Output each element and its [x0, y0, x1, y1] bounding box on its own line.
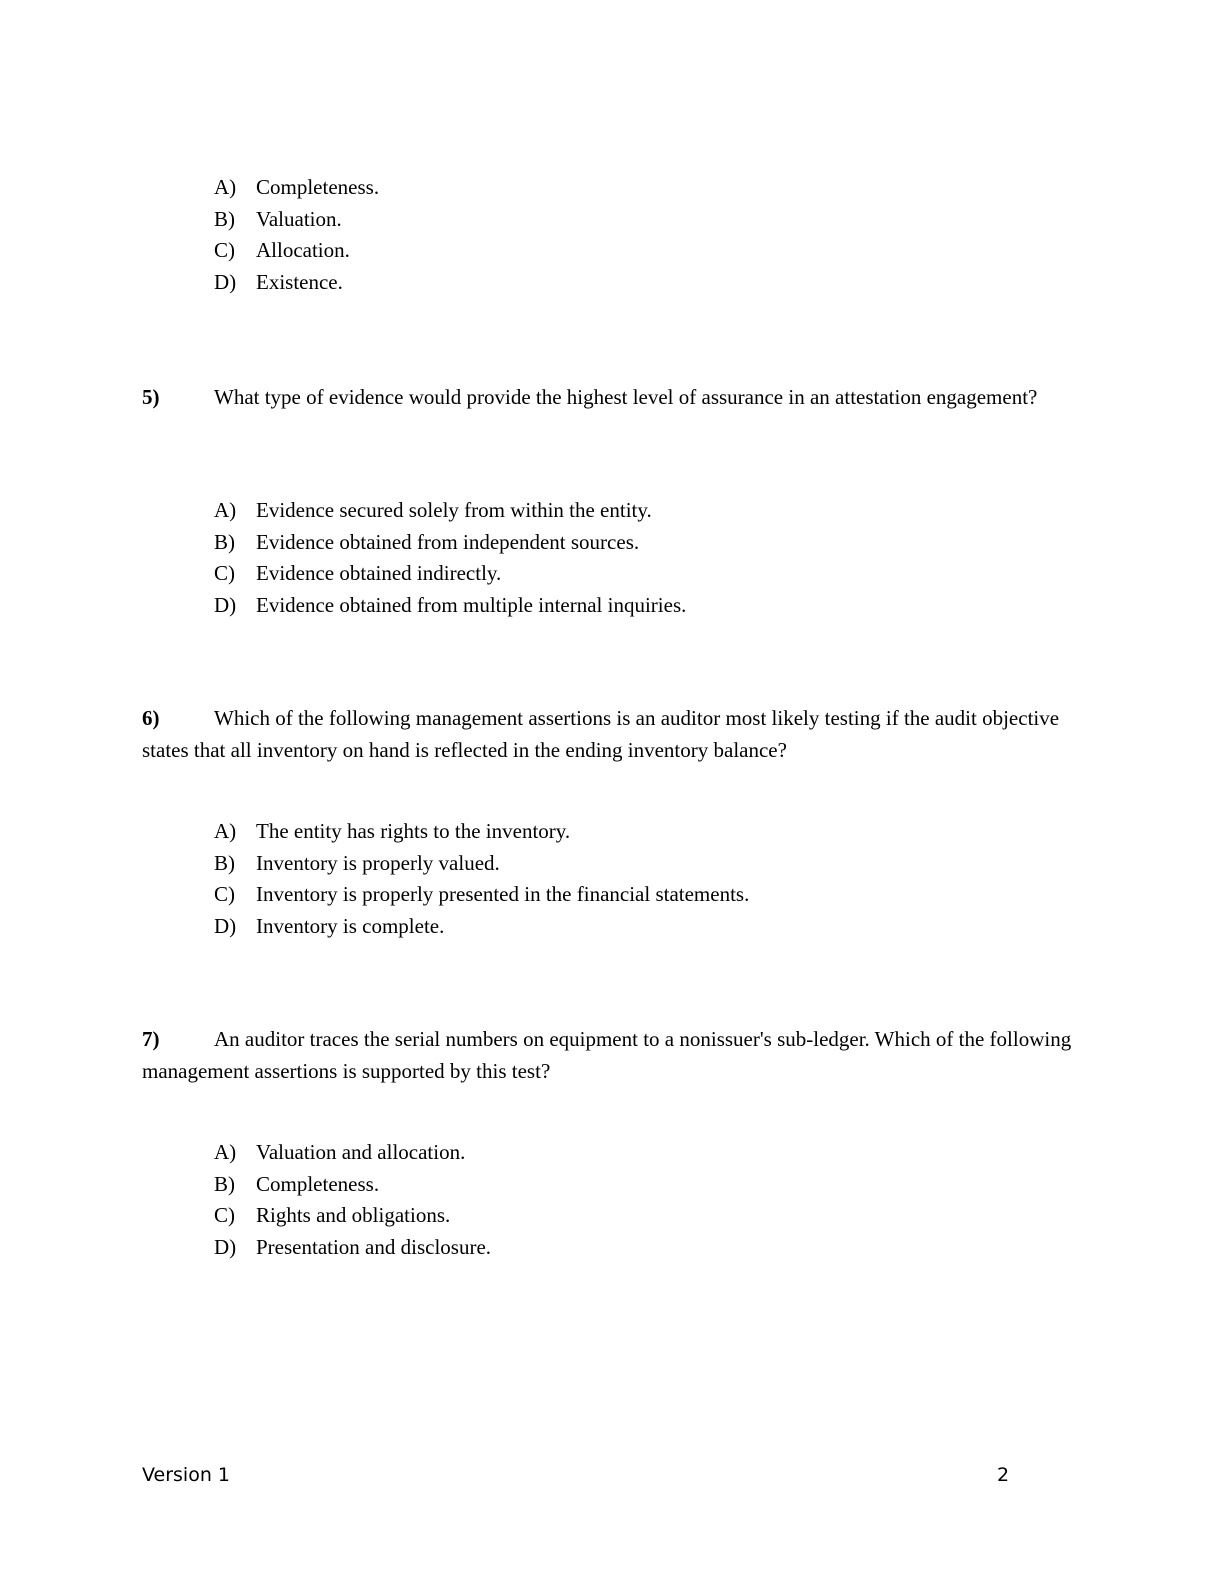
footer-page-number: 2 — [997, 1464, 1010, 1486]
choice-text: Presentation and disclosure. — [256, 1234, 492, 1259]
q4-choices — [214, 172, 379, 298]
choice-letter: C) — [214, 238, 235, 262]
choice-letter: D) — [214, 592, 237, 617]
q4-choice-d — [214, 267, 379, 299]
question-number: 7) — [142, 1027, 160, 1051]
q6-choice-a — [214, 816, 749, 848]
choice-letter: D) — [214, 269, 237, 294]
choice-letter: C) — [214, 561, 235, 585]
q6-choices — [214, 816, 749, 942]
q6-choice-c — [214, 879, 749, 911]
choice-letter: A) — [214, 498, 237, 522]
choice-text: Evidence obtained indirectly. — [256, 561, 502, 585]
choice-text: Evidence obtained from multiple internal inquiries. — [256, 592, 687, 617]
question-number: 5) — [142, 385, 160, 409]
choice-letter: C) — [214, 1203, 235, 1227]
question-text: What type of evidence would provide the highest level of assurance in an attestation engagement? — [214, 385, 1038, 409]
choice-text: Allocation. — [256, 238, 350, 262]
choice-letter: D) — [214, 1234, 237, 1259]
choice-text: Evidence obtained from independent sources. — [256, 529, 640, 554]
choice-text: Rights and obligations. — [256, 1203, 451, 1227]
question-number: 6) — [142, 706, 160, 730]
q4-choice-c — [214, 235, 379, 267]
choice-letter: B) — [214, 1171, 235, 1196]
q5-choice-c — [214, 558, 686, 590]
choice-letter: A) — [214, 175, 237, 199]
question-7 — [142, 1023, 1072, 1087]
q7-choices — [214, 1137, 491, 1263]
choice-text: Valuation. — [256, 206, 342, 231]
choice-letter: A) — [214, 819, 237, 843]
q7-choice-c — [214, 1200, 491, 1232]
choice-text: Evidence secured solely from within the entity. — [256, 498, 652, 522]
choice-text: Inventory is complete. — [256, 913, 445, 938]
question-text: An auditor traces the serial numbers on equipment to a nonissuer's sub-ledger. Which of the following management assertions is supported by this test? — [142, 1027, 1072, 1083]
choice-letter: B) — [214, 529, 235, 554]
q6-choice-b — [214, 848, 749, 880]
q7-choice-a — [214, 1137, 491, 1169]
q6-choice-d — [214, 911, 749, 943]
q5-choice-b — [214, 527, 686, 559]
choice-letter: B) — [214, 850, 235, 875]
choice-text: Inventory is properly valued. — [256, 850, 500, 875]
choice-text: The entity has rights to the inventory. — [256, 819, 571, 843]
choice-text: Completeness. — [256, 1171, 380, 1196]
q4-choice-b — [214, 204, 379, 236]
q5-choice-d — [214, 590, 686, 622]
q4-choice-a — [214, 172, 379, 204]
choice-letter: B) — [214, 206, 235, 231]
question-6 — [142, 702, 1072, 766]
q5-choices — [214, 495, 686, 621]
q7-choice-b — [214, 1169, 491, 1201]
choice-letter: D) — [214, 913, 237, 938]
footer-version: Version 1 — [142, 1464, 230, 1486]
choice-letter: C) — [214, 882, 235, 906]
question-5 — [142, 381, 1072, 413]
q7-choice-d — [214, 1232, 491, 1264]
choice-text: Inventory is properly presented in the financial statements. — [256, 882, 750, 906]
choice-text: Completeness. — [256, 175, 380, 199]
question-text: Which of the following management assertions is an auditor most likely testing if the audit objective states that all inventory on hand is reflected in the ending inventory balance? — [142, 706, 1060, 762]
q5-choice-a — [214, 495, 686, 527]
choice-letter: A) — [214, 1140, 237, 1164]
choice-text: Valuation and allocation. — [256, 1140, 466, 1164]
choice-text: Existence. — [256, 269, 343, 294]
